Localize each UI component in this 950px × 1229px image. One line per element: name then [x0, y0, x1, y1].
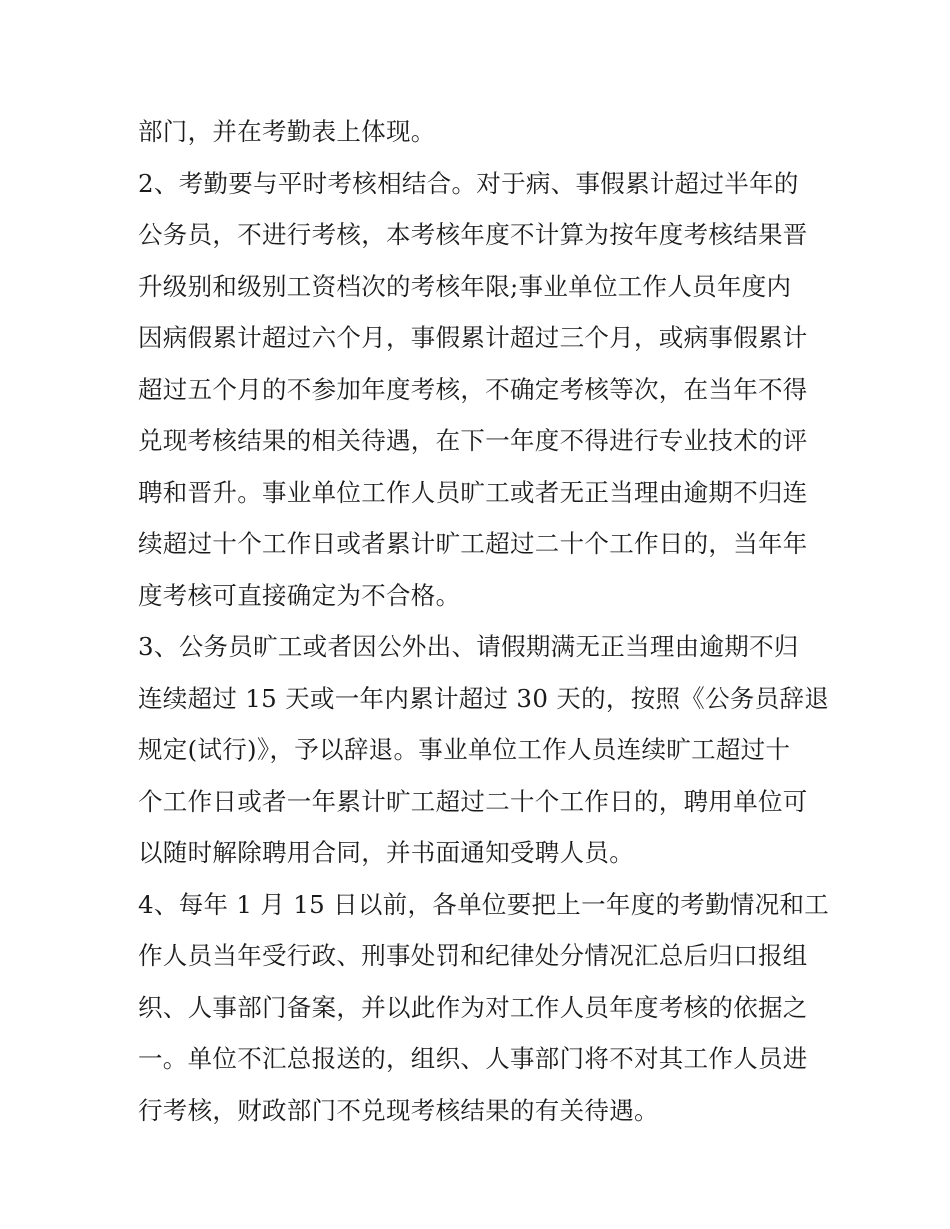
text-line: 聘和晋升。事业单位工作人员旷工或者无正当理由逾期不归连	[138, 477, 808, 507]
text-line: 升级别和级别工资档次的考核年限;事业单位工作人员年度内	[138, 271, 792, 301]
text-line: 3、公务员旷工或者因公外出、请假期满无正当理由逾期不归	[138, 632, 799, 661]
text-line: 公务员，不进行考核，本考核年度不计算为按年度考核结果晋	[138, 220, 808, 249]
text-line: 部门，并在考勤表上体现。	[138, 117, 436, 146]
text-line: 规定(试行)》，予以辞退。事业单位工作人员连续旷工超过十	[138, 735, 791, 764]
document-body	[138, 106, 830, 1136]
text-line: 2、考勤要与平时考核相结合。对于病、事假累计超过半年的	[138, 168, 799, 198]
text-line: 以随时解除聘用合同，并书面通知受聘人员。	[138, 838, 634, 867]
text-line: 连续超过 15 天或一年内累计超过 30 天的，按照《公务员辞退	[138, 683, 830, 713]
text-line: 作人员当年受行政、刑事处罚和纪律处分情况汇总后归口报组	[138, 941, 808, 970]
text-line: 织、人事部门备案，并以此作为对工作人员年度考核的依据之	[138, 992, 808, 1022]
text-line: 兑现考核结果的相关待遇，在下一年度不得进行专业技术的评	[138, 426, 808, 455]
text-line: 度考核可直接确定为不合格。	[138, 580, 461, 610]
text-line: 个工作日或者一年累计旷工超过二十个工作日的，聘用单位可	[138, 786, 808, 816]
text-line: 行考核，财政部门不兑现考核结果的有关待遇。	[138, 1095, 659, 1125]
text-line: 因病假累计超过六个月，事假累计超过三个月，或病事假累计	[138, 323, 808, 352]
text-line: 超过五个月的不参加年度考核，不确定考核等次，在当年不得	[138, 374, 808, 404]
text-line: 4、每年 1 月 15 日以前，各单位要把上一年度的考勤情况和工	[138, 889, 830, 919]
text-line: 一。单位不汇总报送的，组织、人事部门将不对其工作人员进	[138, 1044, 808, 1073]
text-line: 续超过十个工作日或者累计旷工超过二十个工作日的，当年年	[138, 529, 808, 558]
